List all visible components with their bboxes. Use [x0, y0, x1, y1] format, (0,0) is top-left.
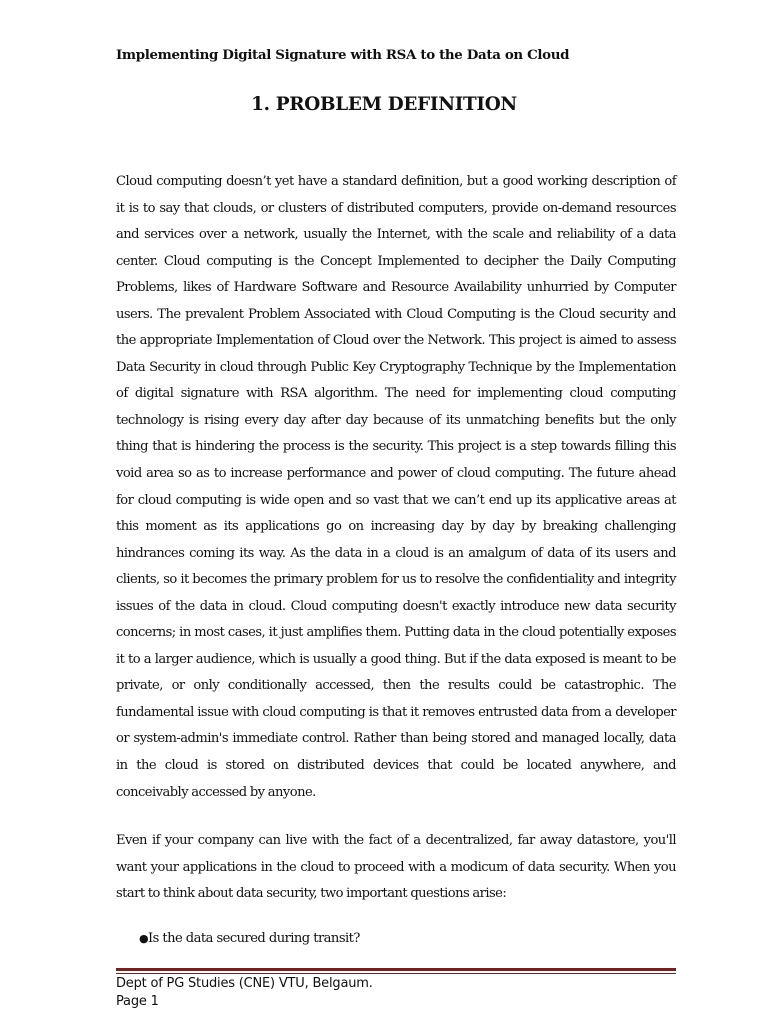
body-paragraph: Even if your company can live with the fact of a decentralized, far away datastore, you'll want your applications in the cloud to proceed with a modicum of data security. When you start to think about data security, two important questions arise: [116, 833, 676, 902]
footer-rule-thin [116, 973, 676, 974]
page-number: Page 1 [116, 994, 159, 1009]
footer-rule [116, 968, 676, 971]
list-item-text: Is the data secured during transit? [148, 931, 360, 946]
body-paragraph: Cloud computing doesn’t yet have a standard definition, but a good working description of it is to say that clouds, or clusters of distributed computers, provide on-demand resources and services over a network, usually the Internet, with the scale and reliability of a data center. Cloud computing is the Concept Implemented to decipher the Daily Computing Problems, likes of Hardware Software and Resource Availability unhurried by Computer users. The prevalent Problem Associated with Cloud Computing is the Cloud security and the appropriate Implementation of Cloud over the Network. This project is aimed to assess Data Security in cloud through Public Key Cryptography Technique by the Implementation of digital signature with RSA algorithm. The need for implementing cloud computing technology is rising every day after day because of its unmatching benefits but the only thing that is hindering the process is the security. This project is a step towards filling this void area so as to increase performance and power of cloud computing. The future ahead for cloud computing is wide open and so vast that we can’t end up its applicative areas at this moment as its applications go on increasing day by day by breaking challenging hindrances coming its way. As the data in a cloud is an amalgum of data of its users and clients, so it becomes the primary problem for us to resolve the confidentiality and integrity issues of the data in cloud. Cloud computing doesn't exactly introduce new data security concerns; in most cases, it just amplifies them. Putting data in the cloud potentially exposes it to a larger audience, which is usually a good thing. But if the data exposed is meant to be private, or only conditionally accessed, then the results could be catastrophic. The fundamental issue with cloud computing is that it removes entrusted data from a developer or system-admin's immediate control. Rather than being stored and managed locally, data in the cloud is stored on distributed devices that could be located anywhere, and conceivably accessed by anyone. [116, 174, 676, 800]
footer-department: Dept of PG Studies (CNE) VTU, Belgaum. [116, 976, 373, 991]
list-item [116, 926, 676, 952]
running-header: Implementing Digital Signature with RSA to the Data on Cloud [116, 47, 570, 63]
bullet-icon: ● [139, 932, 149, 945]
chapter-title: 1. PROBLEM DEFINITION [251, 94, 517, 115]
bullet-list [116, 926, 676, 952]
